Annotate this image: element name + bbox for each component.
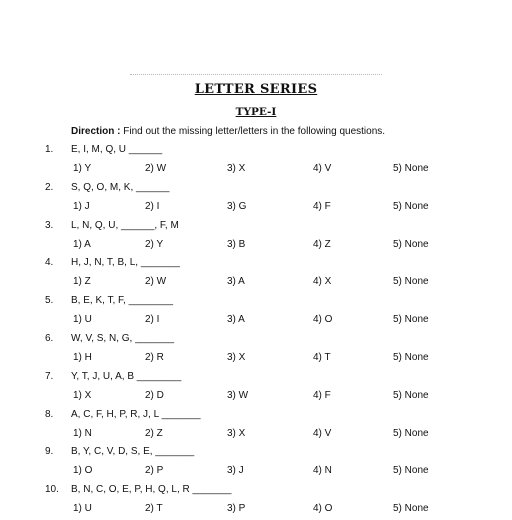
option-1: 1) A bbox=[73, 238, 91, 250]
question-text: A, C, F, H, P, R, J, L _______ bbox=[71, 408, 201, 420]
option-4: 4) V bbox=[313, 163, 332, 174]
question-6 bbox=[0, 331, 512, 369]
option-2: 2) W bbox=[145, 163, 167, 174]
option-1: 1) Y bbox=[73, 163, 92, 174]
question-text: B, E, K, T, F, ________ bbox=[71, 295, 174, 307]
question-text: E, I, M, Q, U ______ bbox=[71, 144, 163, 155]
question-9 bbox=[0, 444, 512, 482]
question-number: 6. bbox=[45, 332, 54, 344]
question-text: Y, T, J, U, A, B ________ bbox=[71, 370, 182, 382]
option-4: 4) F bbox=[313, 389, 331, 401]
option-5: 5) None bbox=[393, 200, 429, 212]
option-3: 3) X bbox=[227, 427, 246, 439]
option-5: 5) None bbox=[393, 351, 429, 363]
option-5: 5) None bbox=[393, 427, 429, 439]
question-4 bbox=[0, 255, 512, 293]
option-5: 5) None bbox=[393, 276, 429, 288]
question-text: B, N, C, O, E, P, H, Q, L, R _______ bbox=[71, 484, 232, 496]
option-3: 3) X bbox=[227, 163, 246, 174]
question-number: 3. bbox=[45, 219, 54, 231]
option-1: 1) U bbox=[73, 314, 92, 326]
option-1: 1) N bbox=[73, 427, 92, 439]
option-4: 4) N bbox=[313, 465, 332, 477]
option-3: 3) P bbox=[227, 503, 246, 515]
question-2 bbox=[0, 180, 512, 218]
option-4: 4) Z bbox=[313, 238, 331, 250]
option-2: 2) W bbox=[145, 276, 167, 288]
option-5: 5) None bbox=[393, 503, 429, 515]
option-1: 1) J bbox=[73, 200, 90, 212]
option-3: 3) A bbox=[227, 276, 245, 288]
question-text: B, Y, C, V, D, S, E, _______ bbox=[71, 446, 195, 458]
question-number: 10. bbox=[45, 484, 59, 496]
question-5 bbox=[0, 293, 512, 331]
question-7 bbox=[0, 369, 512, 407]
question-text: W, V, S, N, G, _______ bbox=[71, 332, 175, 344]
question-text: L, N, Q, U, ______, F, M bbox=[71, 219, 179, 231]
question-number: 4. bbox=[45, 257, 54, 269]
option-3: 3) B bbox=[227, 238, 246, 250]
option-2: 2) D bbox=[145, 389, 164, 401]
direction-line bbox=[71, 125, 385, 139]
option-1: 1) Z bbox=[73, 276, 91, 288]
question-number: 2. bbox=[45, 181, 54, 193]
option-4: 4) F bbox=[313, 200, 331, 212]
option-4: 4) X bbox=[313, 276, 332, 288]
option-5: 5) None bbox=[393, 389, 429, 401]
direction-text: Find out the missing letter/letters in the following questions. bbox=[123, 126, 386, 137]
option-3: 3) X bbox=[227, 351, 246, 363]
option-2: 2) P bbox=[145, 465, 164, 477]
option-1: 1) U bbox=[73, 503, 92, 515]
question-3 bbox=[0, 218, 512, 256]
option-5: 5) None bbox=[393, 465, 429, 477]
question-text: H, J, N, T, B, L, _______ bbox=[71, 257, 180, 269]
option-1: 1) H bbox=[73, 351, 92, 363]
option-3: 3) J bbox=[227, 465, 244, 477]
option-4: 4) O bbox=[313, 314, 333, 326]
question-number: 1. bbox=[45, 144, 54, 155]
option-2: 2) R bbox=[145, 351, 164, 363]
question-list bbox=[0, 142, 512, 520]
option-2: 2) I bbox=[145, 200, 160, 212]
question-text: S, Q, O, M, K, ______ bbox=[71, 181, 170, 193]
option-4: 4) V bbox=[313, 427, 332, 439]
section-subtitle: TYPE-I bbox=[235, 106, 277, 118]
question-1 bbox=[0, 142, 512, 180]
option-5: 5) None bbox=[393, 238, 429, 250]
option-5: 5) None bbox=[393, 314, 429, 326]
question-number: 7. bbox=[45, 370, 54, 382]
option-2: 2) Z bbox=[145, 427, 163, 439]
option-3: 3) W bbox=[227, 389, 249, 401]
question-10 bbox=[0, 482, 512, 520]
option-1: 1) O bbox=[73, 465, 93, 477]
option-2: 2) T bbox=[145, 503, 163, 515]
option-3: 3) G bbox=[227, 200, 247, 212]
option-4: 4) O bbox=[313, 503, 333, 515]
option-2: 2) Y bbox=[145, 238, 164, 250]
page-title: LETTER SERIES bbox=[194, 82, 318, 97]
top-divider bbox=[130, 74, 382, 75]
direction-label: Direction : bbox=[71, 126, 121, 137]
option-2: 2) I bbox=[145, 314, 160, 326]
option-5: 5) None bbox=[393, 163, 429, 174]
question-number: 9. bbox=[45, 446, 54, 458]
option-3: 3) A bbox=[227, 314, 245, 326]
option-1: 1) X bbox=[73, 389, 92, 401]
question-8 bbox=[0, 407, 512, 445]
option-4: 4) T bbox=[313, 351, 331, 363]
question-number: 5. bbox=[45, 295, 54, 307]
question-number: 8. bbox=[45, 408, 54, 420]
